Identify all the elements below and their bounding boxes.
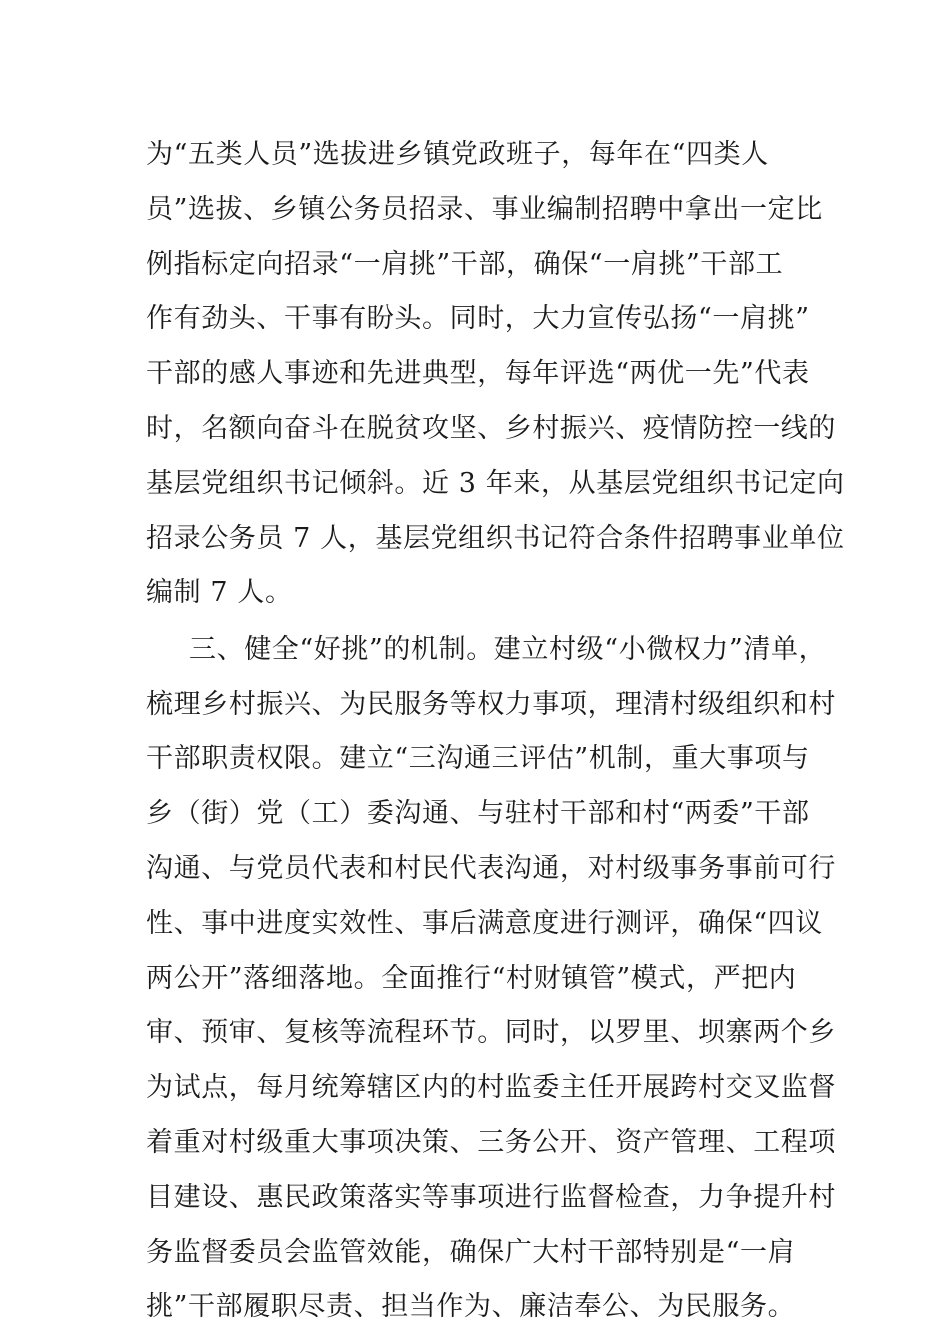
text-line: 性、事中进度实效性、事后满意度进行测评，确保“四议 bbox=[146, 907, 823, 939]
text-line: 挑”干部履职尽责、担当作为、廉洁奉公、为民服务。 bbox=[146, 1291, 796, 1323]
text-line: 梳理乡村振兴、为民服务等权力事项，理清村级组织和村 bbox=[146, 688, 836, 720]
text-line: 基层党组织书记倾斜。近 3 年来，从基层党组织书记定向 bbox=[146, 467, 845, 499]
text-line: 乡（街）党（工）委沟通、与驻村干部和村“两委”干部 bbox=[146, 798, 810, 830]
text-line: 时，名额向奋斗在脱贫攻坚、乡村振兴、疫情防控一线的 bbox=[146, 412, 836, 444]
text-line: 为“五类人员”选拔进乡镇党政班子，每年在“四类人 bbox=[146, 139, 769, 170]
text-line: 员”选拔、乡镇公务员招录、事业编制招聘中拿出一定比 bbox=[146, 193, 823, 225]
text-line: 干部职责权限。建立“三沟通三评估”机制，重大事项与 bbox=[146, 743, 810, 775]
section-three-paragraph bbox=[146, 623, 846, 1335]
text-line: 两公开”落细落地。全面推行“村财镇管”模式，严把内 bbox=[146, 962, 797, 994]
text-line: 着重对村级重大事项决策、三务公开、资产管理、工程项 bbox=[146, 1126, 836, 1158]
text-line: 招录公务员 7 人，基层党组织书记符合条件招聘事业单位 bbox=[146, 522, 845, 554]
section-heading-line: 三、健全“好挑”的机制。建立村级“小微权力”清单， bbox=[189, 633, 827, 665]
paragraph-continuation bbox=[146, 128, 846, 621]
text-line: 审、预审、复核等流程环节。同时，以罗里、坝寨两个乡 bbox=[146, 1017, 836, 1049]
text-line: 编制 7 人。 bbox=[146, 577, 293, 609]
document-body bbox=[146, 128, 846, 1335]
text-line: 作有劲头、干事有盼头。同时，大力宣传弘扬“一肩挑” bbox=[146, 303, 810, 335]
text-line: 为试点，每月统筹辖区内的村监委主任开展跨村交叉监督 bbox=[146, 1072, 836, 1104]
text-line: 干部的感人事迹和先进典型，每年评选“两优一先”代表 bbox=[146, 358, 810, 390]
text-line: 沟通、与党员代表和村民代表沟通，对村级事务事前可行 bbox=[146, 852, 836, 884]
text-line: 目建设、惠民政策落实等事项进行监督检查，力争提升村 bbox=[146, 1181, 836, 1213]
text-line: 务监督委员会监管效能，确保广大村干部特别是“一肩 bbox=[146, 1236, 796, 1268]
text-line: 例指标定向招录“一肩挑”干部，确保“一肩挑”干部工 bbox=[146, 248, 784, 280]
